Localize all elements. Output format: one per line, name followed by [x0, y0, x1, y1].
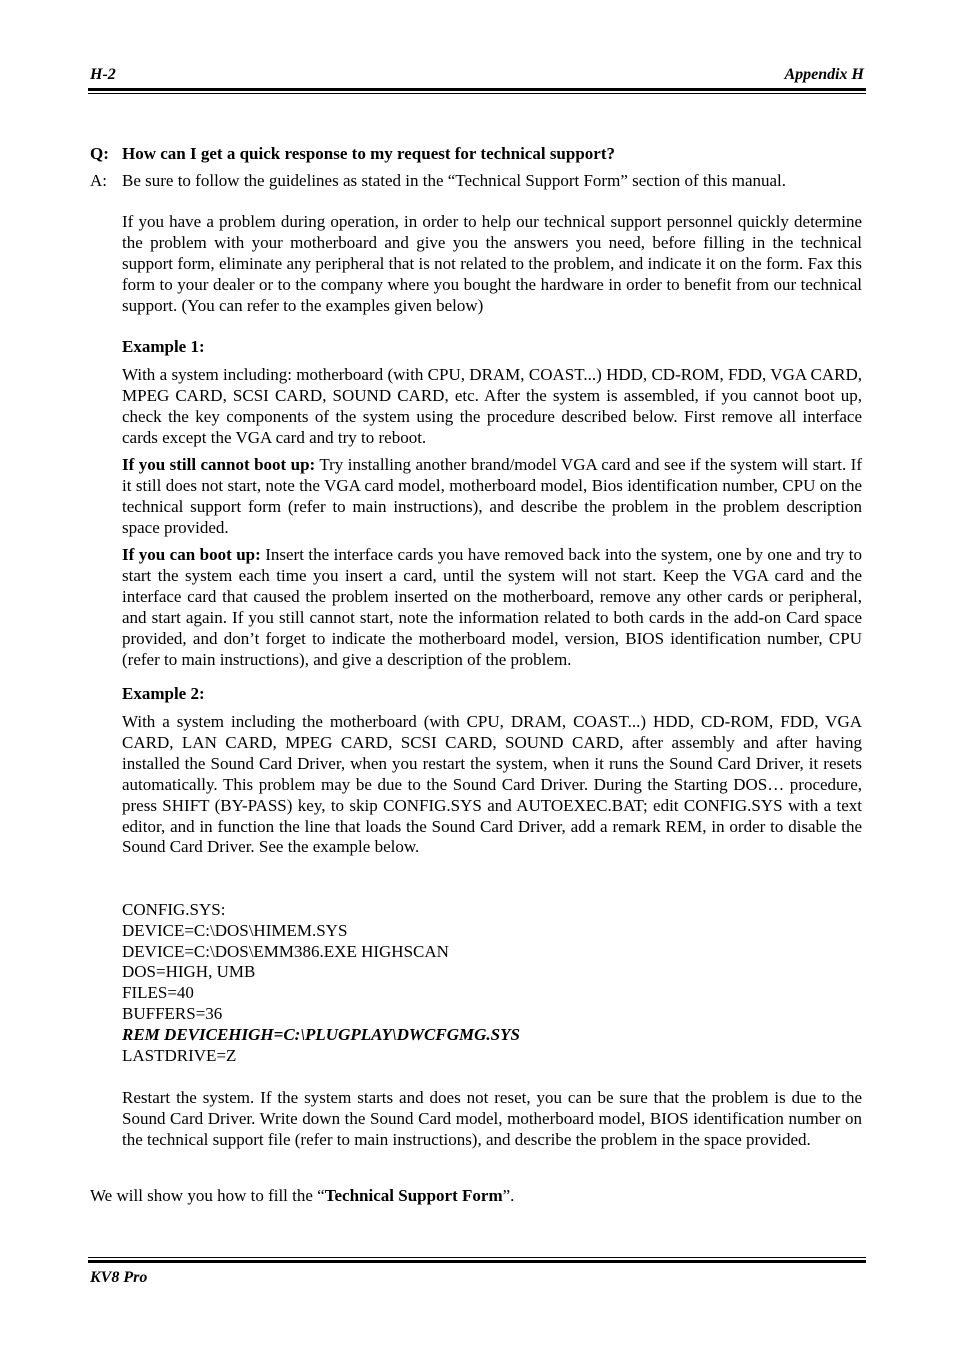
footer-rule-thin — [88, 1257, 866, 1258]
config-code-block — [122, 900, 862, 1066]
question — [90, 143, 864, 164]
example1-paragraph2 — [122, 455, 862, 539]
code-line: DEVICE=C:\DOS\HIMEM.SYS — [122, 920, 348, 940]
header-page-number: H-2 — [90, 66, 116, 83]
code-line: FILES=40 — [122, 983, 194, 1003]
footer-product-name: KV8 Pro — [90, 1269, 148, 1286]
code-line: LASTDRIVE=Z — [122, 1045, 237, 1065]
header-rule-thin — [88, 93, 866, 94]
closing-after: ”. — [502, 1186, 515, 1205]
intro-text: If you have a problem during operation, in order to help our technical support personnel quickly determine the problem with your motherboard and give you the answers you need, before filling in the technical support form, eliminate any peripheral that is not related to the problem, and indicate it on the form. Fax this form to your dealer or to the company where you bought the hardware in order to benefit from our technical support. (You can refer to the examples given below) — [122, 212, 862, 315]
closing-sentence — [90, 1185, 864, 1206]
example1-paragraph1 — [122, 365, 862, 449]
code-line: DEVICE=C:\DOS\EMM386.EXE HIGHSCAN — [122, 941, 449, 961]
answer-label: A: — [90, 171, 107, 190]
example1-p1-text: With a system including: motherboard (with CPU, DRAM, COAST...) HDD, CD-ROM, FDD, VGA CARD, MPEG CARD, SCSI CARD, SOUND CARD, etc. After the system is assembled, if you cannot boot up, check the key components of the system using the procedure described below. First remove all interface cards except the VGA card and try to reboot. — [122, 365, 862, 447]
code-line-remark: REM DEVICEHIGH=C:\PLUGPLAY\DWCFGMG.SYS — [122, 1024, 520, 1044]
code-line: CONFIG.SYS: — [122, 900, 226, 919]
example1-p2-bold: If you still cannot boot up: — [122, 455, 316, 474]
example1-p2-text: Try installing another brand/model VGA card and see if the system will start. If it still does not start, note the VGA card model, motherboard model, Bios identification number, CPU on the technical support form (refer to main instructions), and describe the problem in the problem description space provided. — [122, 455, 862, 537]
answer-text: Be sure to follow the guidelines as stated in the “Technical Support Form” section of this manual. — [122, 171, 787, 190]
example2-p1-text: With a system including the motherboard (with CPU, DRAM, COAST...) HDD, CD-ROM, FDD, VGA CARD, LAN CARD, MPEG CARD, SCSI CARD, SOUND CARD, after assembly and after having installed the Sound Card Driver, when you restart the system, when it runs the Sound Card Driver, it resets automatically. This problem may be due to the Sound Card Driver. During the Starting DOS… procedure, press SHIFT (BY-PASS) key, to skip CONFIG.SYS and AUTOEXEC.BAT; edit CONFIG.SYS with a text editor, and in function the line that loads the Sound Card Driver, add a remark REM, in order to disable the Sound Card Driver. See the example below. — [122, 712, 862, 857]
question-label: Q: — [90, 144, 109, 163]
closing-bold: Technical Support Form — [324, 1186, 503, 1205]
example2-p2-text: Restart the system. If the system starts and does not reset, you can be sure that the problem is due to the Sound Card Driver. Write down the Sound Card model, motherboard model, BIOS identification number on the technical support file (refer to main instructions), and describe the problem in the space provided. — [122, 1088, 862, 1149]
example2-paragraph2 — [122, 1088, 862, 1151]
header-rule-thick — [88, 88, 866, 91]
intro-paragraph — [122, 212, 862, 317]
example1-paragraph3 — [122, 545, 862, 670]
example1-heading: Example 1: — [122, 337, 205, 356]
example2-paragraph1 — [122, 712, 862, 858]
example2-heading: Example 2: — [122, 684, 205, 703]
code-line: BUFFERS=36 — [122, 1003, 223, 1023]
footer-rule-thick — [88, 1260, 866, 1263]
code-line: DOS=HIGH, UMB — [122, 962, 256, 982]
header-section-title: Appendix H — [784, 66, 864, 83]
question-text: How can I get a quick response to my request for technical support? — [122, 144, 615, 163]
answer — [90, 170, 864, 191]
page-header — [90, 66, 864, 84]
closing-before: We will show you how to fill the “ — [90, 1186, 325, 1205]
example1-p3-text: Insert the interface cards you have removed back into the system, one by one and try to start the system each time you insert a card, until the system will not start. Keep the VGA card and the interface card that caused the problem inserted on the motherboard, remove any other cards or peripheral, and start again. If you still cannot start, note the information related to both cards in the add-on Card space provided, and don’t forget to indicate the motherboard model, version, BIOS identification number, CPU (refer to main instructions), and give a description of the problem. — [122, 545, 862, 669]
example1-p3-bold: If you can boot up: — [122, 545, 261, 564]
